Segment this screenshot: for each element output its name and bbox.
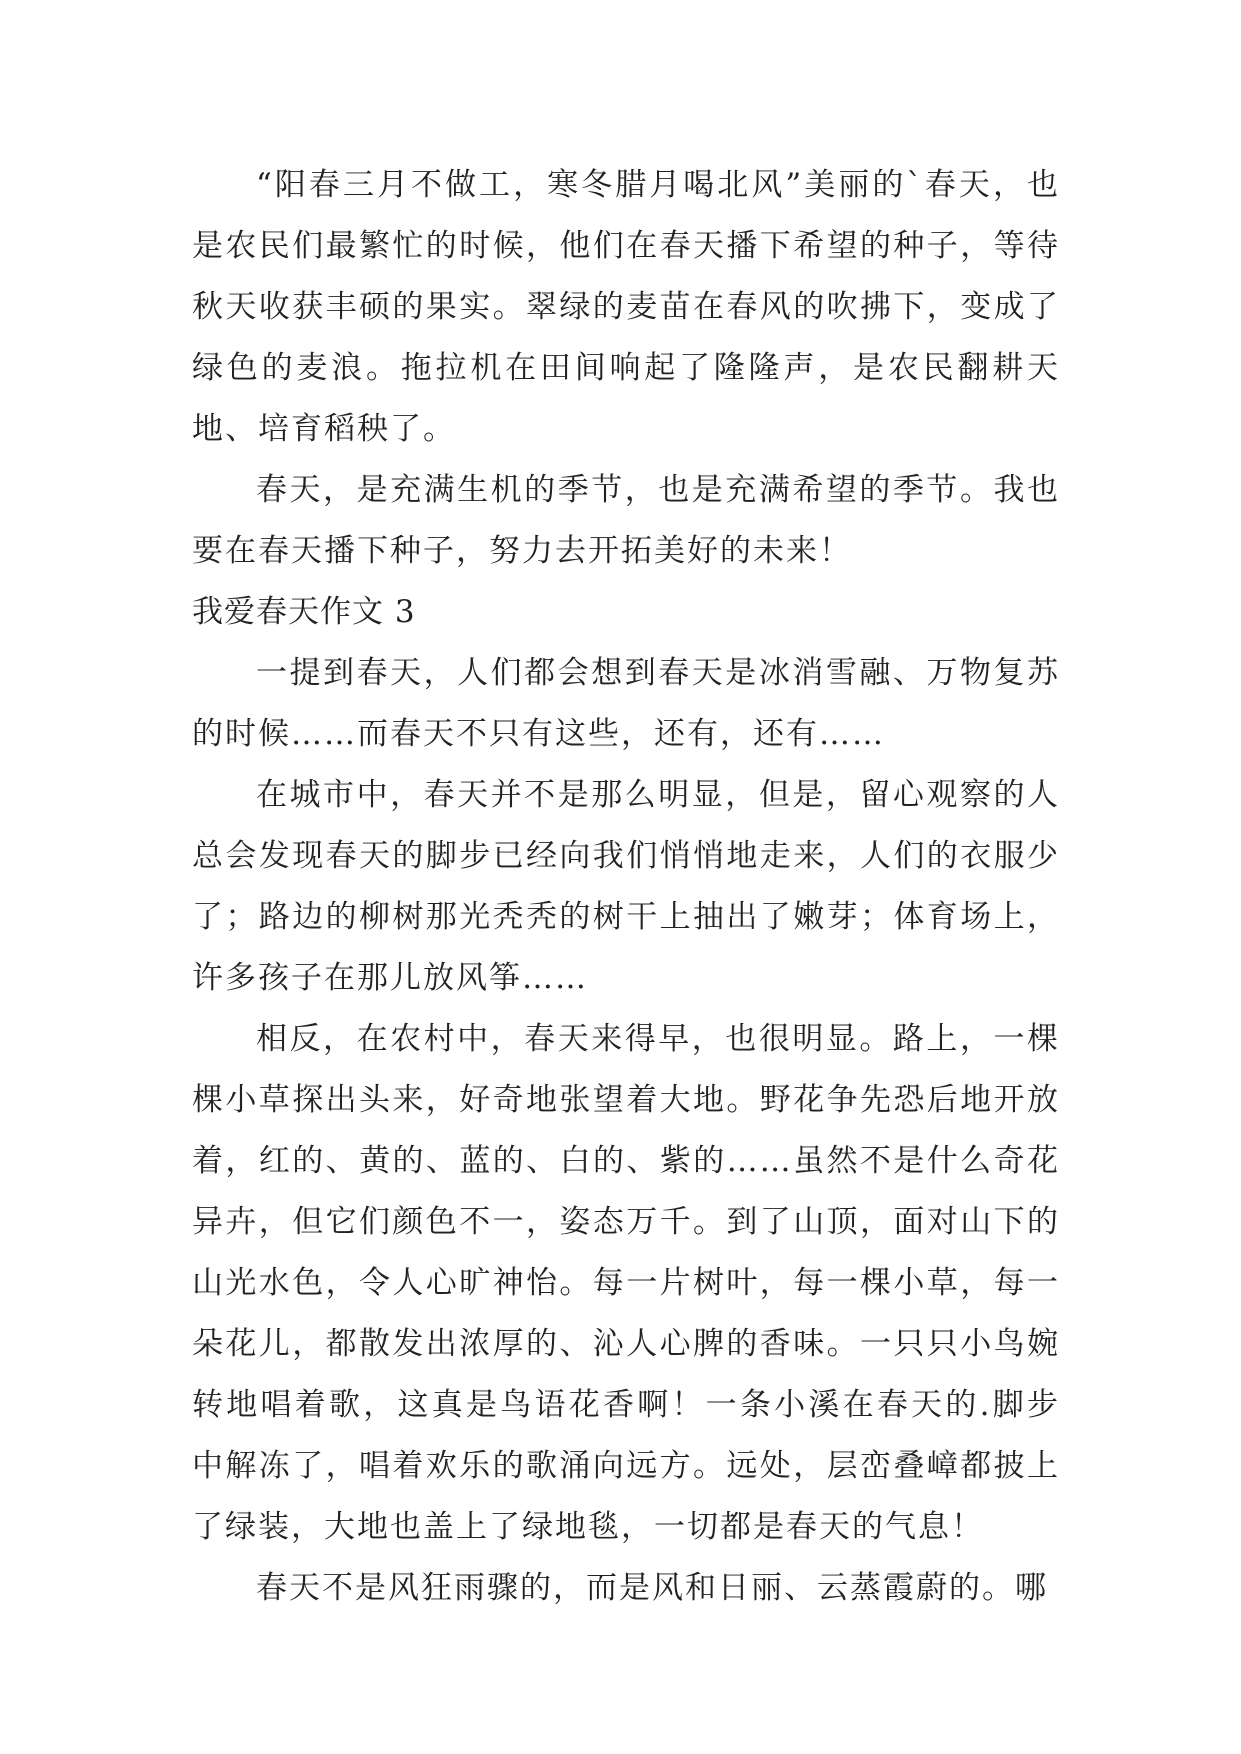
paragraph-intro: 一提到春天，人们都会想到春天是冰消雪融、万物复苏的时候……而春天不只有这些，还有，还有…… <box>192 655 1060 752</box>
paragraph-city-spring: 在城市中，春天并不是那么明显，但是，留心观察的人总会发现春天的脚步已经向我们悄悄地走来，人们的衣服少了；路边的柳树那光秃秃的树干上抽出了嫩芽；体育场上，许多孩子在那儿放风筝…… <box>192 777 1060 996</box>
paragraph-gentle-spring: 春天不是风狂雨骤的，而是风和日丽、云蒸霞蔚的。哪 <box>256 1570 1048 1606</box>
paragraph-hope-season: 春天，是充满生机的季节，也是充满希望的季节。我也要在春天播下种子，努力去开拓美好的未来！ <box>192 472 1060 569</box>
paragraph-farmers-spring: “阳春三月不做工，寒冬腊月喝北风”美丽的`春天，也是农民们最繁忙的时候，他们在春天播下希望的种子，等待秋天收获丰硕的果实。翠绿的麦苗在春风的吹拂下，变成了绿色的麦浪。拖拉机在田间响起了隆隆声，是农民翻耕天地、培育稻秧了。 <box>192 167 1060 447</box>
paragraph-country-spring: 相反，在农村中，春天来得早，也很明显。路上，一棵棵小草探出头来，好奇地张望着大地。野花争先恐后地开放着，红的、黄的、蓝的、白的、紫的……虽然不是什么奇花异卉，但它们颜色不一，姿态万千。到了山顶，面对山下的山光水色，令人心旷神怡。每一片树叶，每一棵小草，每一朵花儿，都散发出浓厚的、沁人心脾的香味。一只只小鸟婉转地唱着歌，这真是鸟语花香啊！一条小溪在春天的.脚步中解冻了，唱着欢乐的歌涌向远方。远处，层峦叠嶂都披上了绿装，大地也盖上了绿地毯，一切都是春天的气息！ <box>192 1021 1060 1545</box>
document-body <box>192 155 1060 1619</box>
section-title: 我爱春天作文 3 <box>192 594 416 630</box>
